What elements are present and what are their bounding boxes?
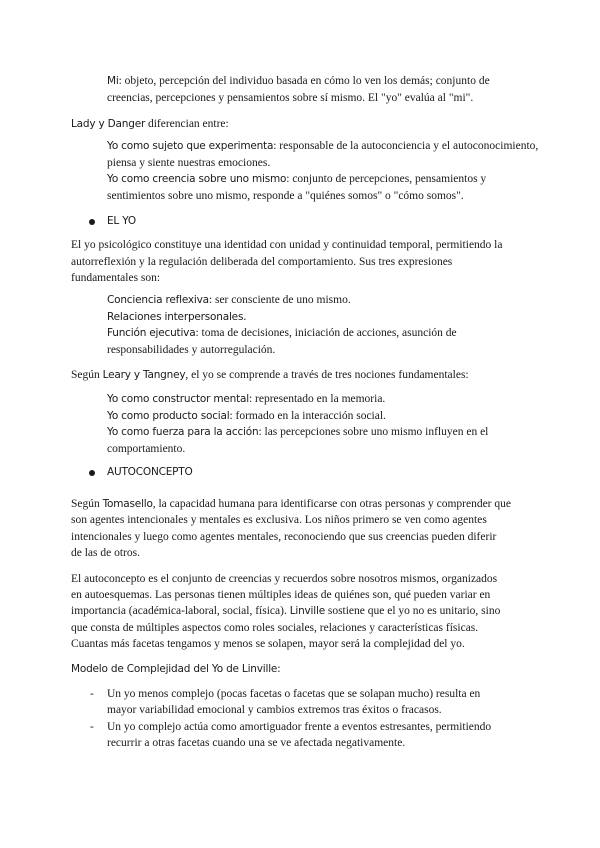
producto-line — [107, 408, 386, 425]
sujeto-line1 — [107, 138, 538, 155]
bullet-icon — [89, 470, 95, 476]
autoconcepto-p2-line3 — [71, 603, 500, 620]
mi-definition-line1 — [107, 73, 490, 90]
mi-term: Mi — [107, 75, 119, 87]
relaciones-term: Relaciones interpersonales. — [107, 311, 247, 323]
lady-danger-authors: Lady y Danger — [71, 118, 146, 130]
creencia-line2: sentimientos sobre uno mismo, responde a "quiénes somos" o "cómo somos". — [107, 190, 464, 202]
model-item2-line2: recurrir a otras facetas cuando una se ve afectada negativamente. — [107, 737, 406, 749]
constructor-text: : representado en la memoria. — [248, 393, 386, 405]
funcion-line2: responsabilidades y autorregulación. — [107, 344, 276, 356]
constructor-line — [107, 391, 385, 408]
p2-line3-text-a: importancia (académica-laboral, social, física). — [71, 605, 290, 617]
tomasello-line1 — [71, 496, 511, 513]
leary-intro — [71, 367, 469, 384]
model-heading: Modelo de Complejidad del Yo de Linville: — [71, 663, 281, 675]
mi-text: : objeto, percepción del individuo basada en cómo lo ven los demás; conjunto de — [118, 75, 490, 87]
producto-text: : formado en la interacción social. — [229, 410, 386, 422]
funcion-line1 — [107, 325, 457, 342]
autoconcepto-p2-line5: Cuantas más facetas tengamos y menos se solapen, mayor será la complejidad del yo. — [71, 638, 465, 650]
autoconcepto-heading: AUTOCONCEPTO — [107, 466, 193, 478]
bullet-icon — [89, 219, 95, 225]
sujeto-line2: piensa y siente nuestras emociones. — [107, 157, 271, 169]
tomasello-prefix: Según — [71, 498, 103, 510]
fuerza-term: Yo como fuerza para la acción — [107, 426, 259, 438]
lady-danger-text: diferencian entre: — [145, 118, 229, 130]
autoconcepto-p2-line1: El autoconcepto es el conjunto de creencias y recuerdos sobre nosotros mismos, organizados — [71, 573, 498, 585]
autoconcepto-p2-line2: en autoesquemas. Las personas tienen múltiples ideas de quiénes son, qué pueden variar en — [71, 589, 491, 601]
tomasello-line4: de las de otros. — [71, 547, 140, 559]
dash-bullet: - — [90, 688, 94, 700]
tomasello-line2: son agentes intencionales y mentales es exclusiva. Los niños primero se ven como agentes — [71, 514, 487, 526]
conciencia-line — [107, 292, 351, 309]
fuerza-line2: comportamiento. — [107, 443, 186, 455]
el-yo-paragraph-line2: autorreflexión y la regulación deliberada del comportamiento. Sus tres expresiones — [71, 256, 453, 268]
fuerza-text: : las percepciones sobre uno mismo influyen en el — [258, 426, 489, 438]
linville-author: Linville — [289, 605, 325, 617]
el-yo-paragraph-line3: fundamentales son: — [71, 272, 161, 284]
sujeto-text: : responsable de la autoconciencia y el autoconocimiento, — [273, 140, 539, 152]
creencia-text: : conjunto de percepciones, pensamientos y — [286, 173, 487, 185]
leary-prefix: Según — [71, 369, 103, 381]
conciencia-term: Conciencia reflexiva — [107, 294, 209, 306]
leary-text: , el yo se comprende a través de tres nociones fundamentales: — [185, 369, 469, 381]
creencia-line1 — [107, 171, 486, 188]
fuerza-line1 — [107, 424, 488, 441]
lady-danger-intro — [71, 116, 229, 133]
p2-line3-text-b: sostiene que el yo no es unitario, sino — [324, 605, 501, 617]
model-item2-line1: Un yo complejo actúa como amortiguador frente a eventos estresantes, permitiendo — [107, 721, 492, 733]
funcion-term: Función ejecutiva — [107, 327, 196, 339]
producto-term: Yo como producto social — [107, 410, 230, 422]
tomasello-text: , la capacidad humana para identificarse con otras personas y comprender que — [152, 498, 511, 510]
model-item1-line1: Un yo menos complejo (pocas facetas o facetas que se solapan mucho) resulta en — [107, 688, 481, 700]
creencia-term: Yo como creencia sobre uno mismo — [107, 173, 287, 185]
constructor-term: Yo como constructor mental — [107, 393, 249, 405]
model-item1-line2: mayor variabilidad emocional y cambios extremos tras éxitos o fracasos. — [107, 704, 442, 716]
el-yo-heading: EL YO — [107, 215, 136, 227]
mi-definition-line2: creencias, percepciones y pensamientos sobre sí mismo. El "yo" evalúa al "mi". — [107, 92, 474, 104]
tomasello-author: Tomasello — [102, 498, 153, 510]
dash-bullet: - — [90, 721, 94, 733]
tomasello-line3: intencionales y luego como agentes mentales, reconociendo que sus creencias pueden diferir — [71, 531, 497, 543]
sujeto-term: Yo como sujeto que experimenta — [107, 140, 274, 152]
leary-authors: Leary y Tangney — [102, 369, 186, 381]
conciencia-text: : ser consciente de uno mismo. — [208, 294, 351, 306]
funcion-text: : toma de decisiones, iniciación de acciones, asunción de — [195, 327, 457, 339]
autoconcepto-p2-line4: que consta de múltiples aspectos como roles sociales, relaciones y características físicas. — [71, 622, 479, 634]
el-yo-paragraph-line1: El yo psicológico constituye una identidad con unidad y continuidad temporal, permitiendo la — [71, 239, 503, 251]
